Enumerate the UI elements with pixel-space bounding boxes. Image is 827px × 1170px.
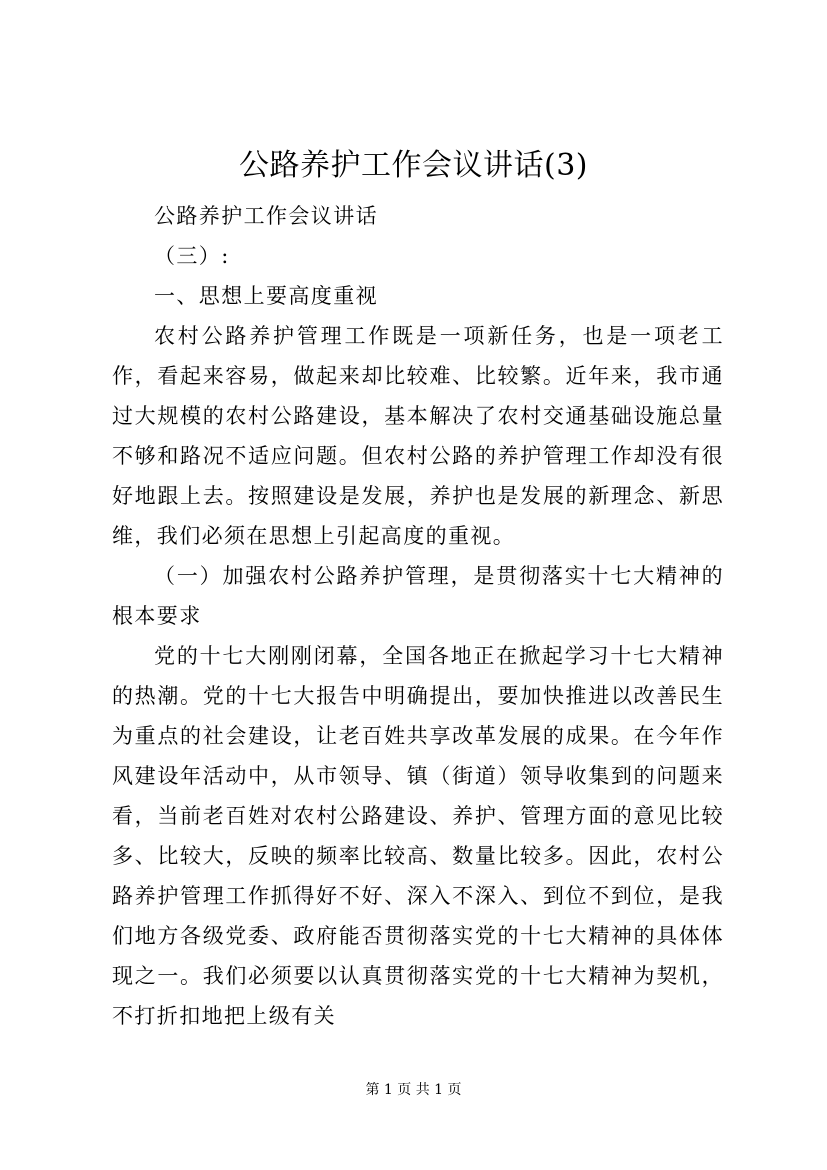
paragraph-body: 农村公路养护管理工作既是一项新任务，也是一项老工作，看起来容易，做起来却比较难、比较繁。近年来，我市通过大规模的农村公路建设，基本解决了农村交通基础设施总量不够和路况不适应问题。但农村公路的养护管理工作却没有很好地跟上去。按照建设是发展，养护也是发展的新理念、新思维，我们必须在思想上引起高度的重视。 (112, 324, 724, 548)
document-title: 公路养护工作会议讲话(3) (239, 148, 588, 183)
page-footer: 第 1 页 共 1 页 (365, 1082, 462, 1098)
paragraph-part-number: （三）: (154, 244, 230, 268)
document-body (112, 196, 724, 1036)
section-heading: 一、思想上要高度重视 (154, 284, 378, 308)
paragraph-subtitle: 公路养护工作会议讲话 (154, 204, 378, 228)
paragraph-body: 党的十七大刚刚闭幕，全国各地正在掀起学习十七大精神的热潮。党的十七大报告中明确提出，要加快推进以改善民生为重点的社会建设，让老百姓共享改革发展的成果。在今年作风建设年活动中，从市领导、镇（街道）领导收集到的问题来看，当前老百姓对农村公路建设、养护、管理方面的意见比较多、比较大，反映的频率比较高、数量比较多。因此，农村公路养护管理工作抓得好不好、深入不深入、到位不到位，是我们地方各级党委、政府能否贯彻落实党的十七大精神的具体体现之一。我们必须要以认真贯彻落实党的十七大精神为契机，不打折扣地把上级有关 (112, 644, 724, 1028)
subsection-heading: （一）加强农村公路养护管理，是贯彻落实十七大精神的根本要求 (112, 564, 724, 628)
